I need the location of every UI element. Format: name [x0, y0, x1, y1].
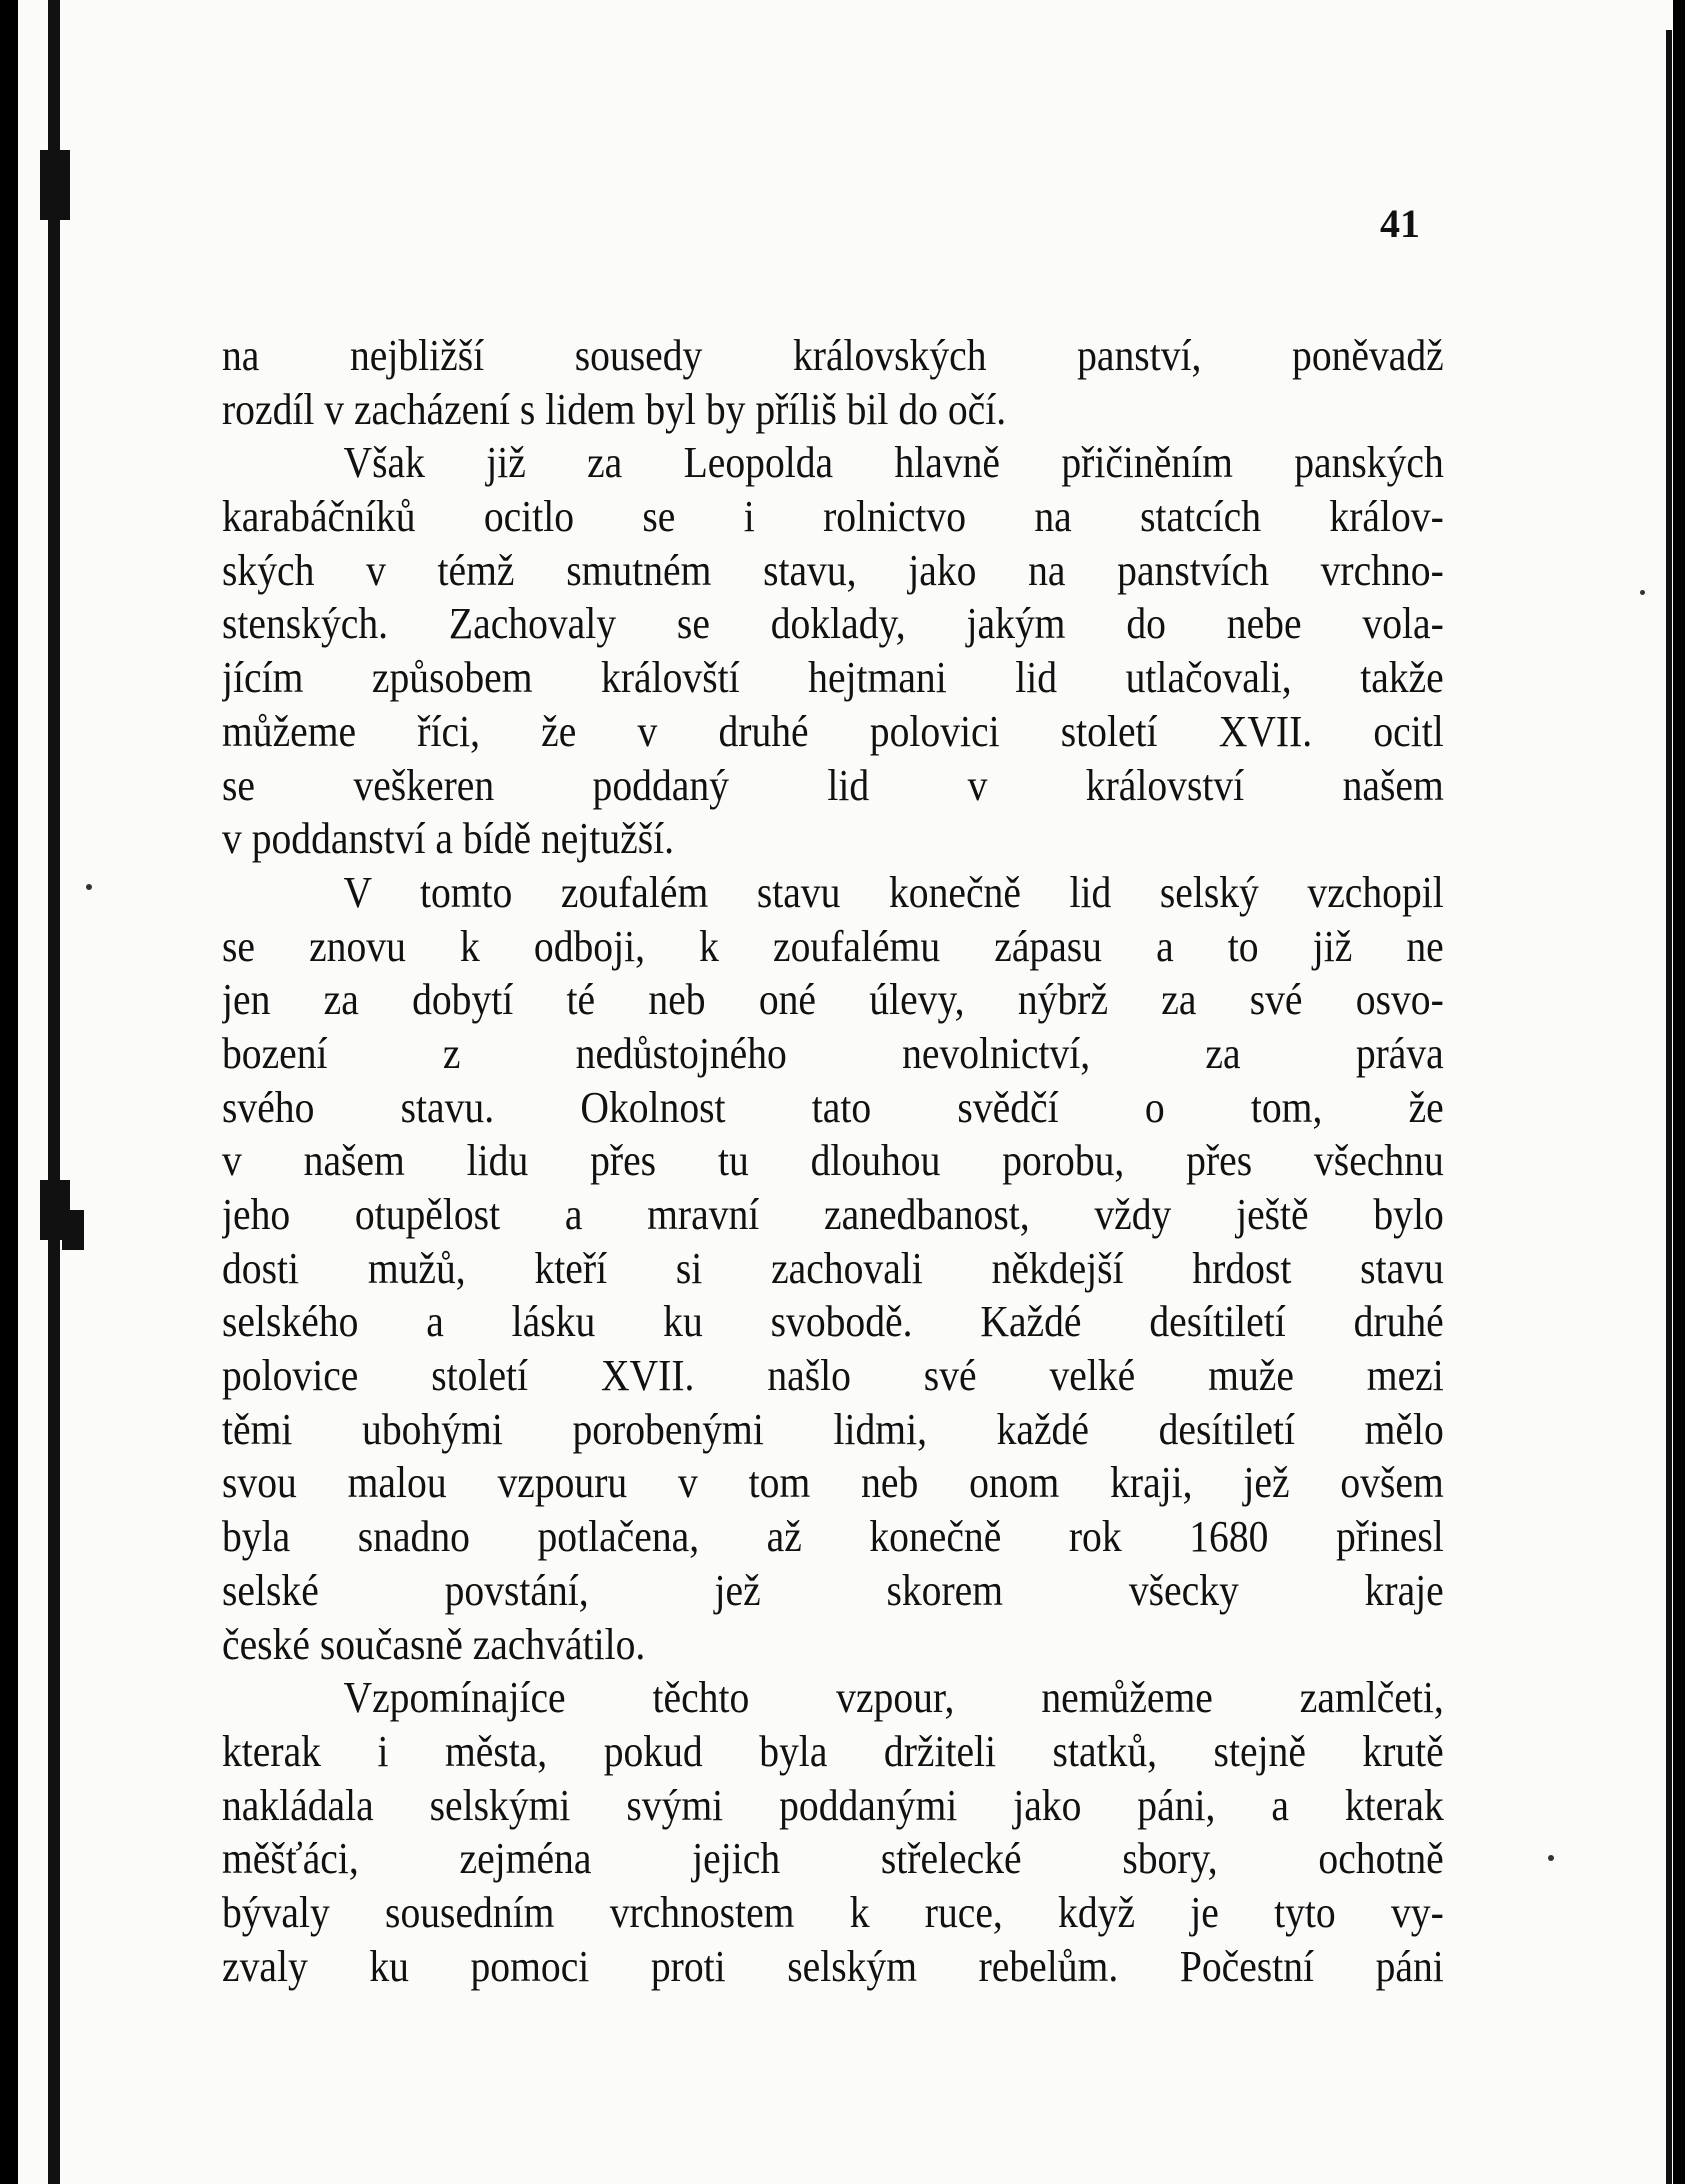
binding-edge	[48, 0, 60, 2184]
text-line: svého stavu. Okolnost tato svědčí o tom, že	[222, 1082, 1444, 1132]
text-line: na nejbližší sousedy královských panství, poněvadž	[222, 331, 1444, 380]
text-line: kterak i města, pokud byla držiteli statků, stejně krutě	[222, 1726, 1444, 1776]
text-line: české současně zachvátilo.	[222, 1619, 646, 1669]
text-line: byla snadno potlačena, až konečně rok 1680 přinesl	[222, 1512, 1444, 1562]
text-line: jícím způsobem královští hejtmani lid utlačovali, takže	[222, 653, 1444, 703]
binding-notch-top	[40, 150, 70, 220]
text-line: rozdíl v zacházení s lidem byl by příliš bil do očí.	[222, 384, 1007, 434]
text-line: selské povstání, jež skorem všecky kraje	[222, 1565, 1444, 1615]
speck	[1640, 590, 1645, 595]
text-line: zvaly ku pomoci proti selským rebelům. Počestní páni	[222, 1941, 1444, 1991]
text-line: Však již za Leopolda hlavně přičiněním panských	[343, 438, 1444, 488]
text-line: stenských. Zachovaly se doklady, jakým do nebe vola-	[222, 599, 1444, 649]
text-line: jen za dobytí té neb oné úlevy, nýbrž za své osvo-	[222, 975, 1444, 1025]
text-line: V tomto zoufalém stavu konečně lid selský vzchopil	[343, 867, 1444, 917]
text-line: Vzpomínajíce těchto vzpour, nemůžeme zamlčeti,	[343, 1673, 1444, 1723]
speck	[1548, 1855, 1554, 1861]
text-line: v našem lidu přes tu dlouhou porobu, přes všechnu	[222, 1136, 1444, 1186]
text-line: selského a lásku ku svobodě. Každé desítiletí druhé	[222, 1297, 1444, 1347]
text-line: v poddanství a bídě nejtužší.	[222, 814, 675, 864]
text-line: bývaly sousedním vrchnostem k ruce, když je tyto vy-	[222, 1887, 1444, 1937]
text-line: se veškeren poddaný lid v království našem	[222, 760, 1444, 810]
binding-notch-lower	[62, 1210, 84, 1250]
text-line: můžeme říci, že v druhé polovici století XVII. ocitl	[222, 706, 1444, 756]
text-line: bození z nedůstojného nevolnictví, za práva	[222, 1028, 1444, 1078]
text-line: ských v témž smutném stavu, jako na panstvích vrchno-	[222, 545, 1444, 595]
text-line: měšťáci, zejména jejich střelecké sbory, ochotně	[222, 1834, 1444, 1884]
text-line: těmi ubohými porobenými lidmi, každé desítiletí mělo	[222, 1404, 1444, 1454]
page-edge-right	[1666, 30, 1672, 2184]
text-line: dosti mužů, kteří si zachovali někdejší hrdost stavu	[222, 1243, 1444, 1293]
text-line: se znovu k odboji, k zoufalému zápasu a to již ne	[222, 921, 1444, 971]
text-line: karabáčníků ocitlo se i rolnictvo na statcích králov-	[222, 492, 1444, 542]
text-line: nakládala selskými svými poddanými jako páni, a kterak	[222, 1780, 1444, 1830]
body-text	[222, 329, 1445, 1993]
text-line: polovice století XVII. našlo své velké muže mezi	[222, 1351, 1444, 1401]
page-number: 41	[1380, 201, 1420, 246]
text-line: jeho otupělost a mravní zanedbanost, vždy ještě bylo	[222, 1190, 1444, 1239]
speck	[86, 884, 92, 890]
text-line: svou malou vzpouru v tom neb onom kraji, jež ovšem	[222, 1458, 1444, 1508]
